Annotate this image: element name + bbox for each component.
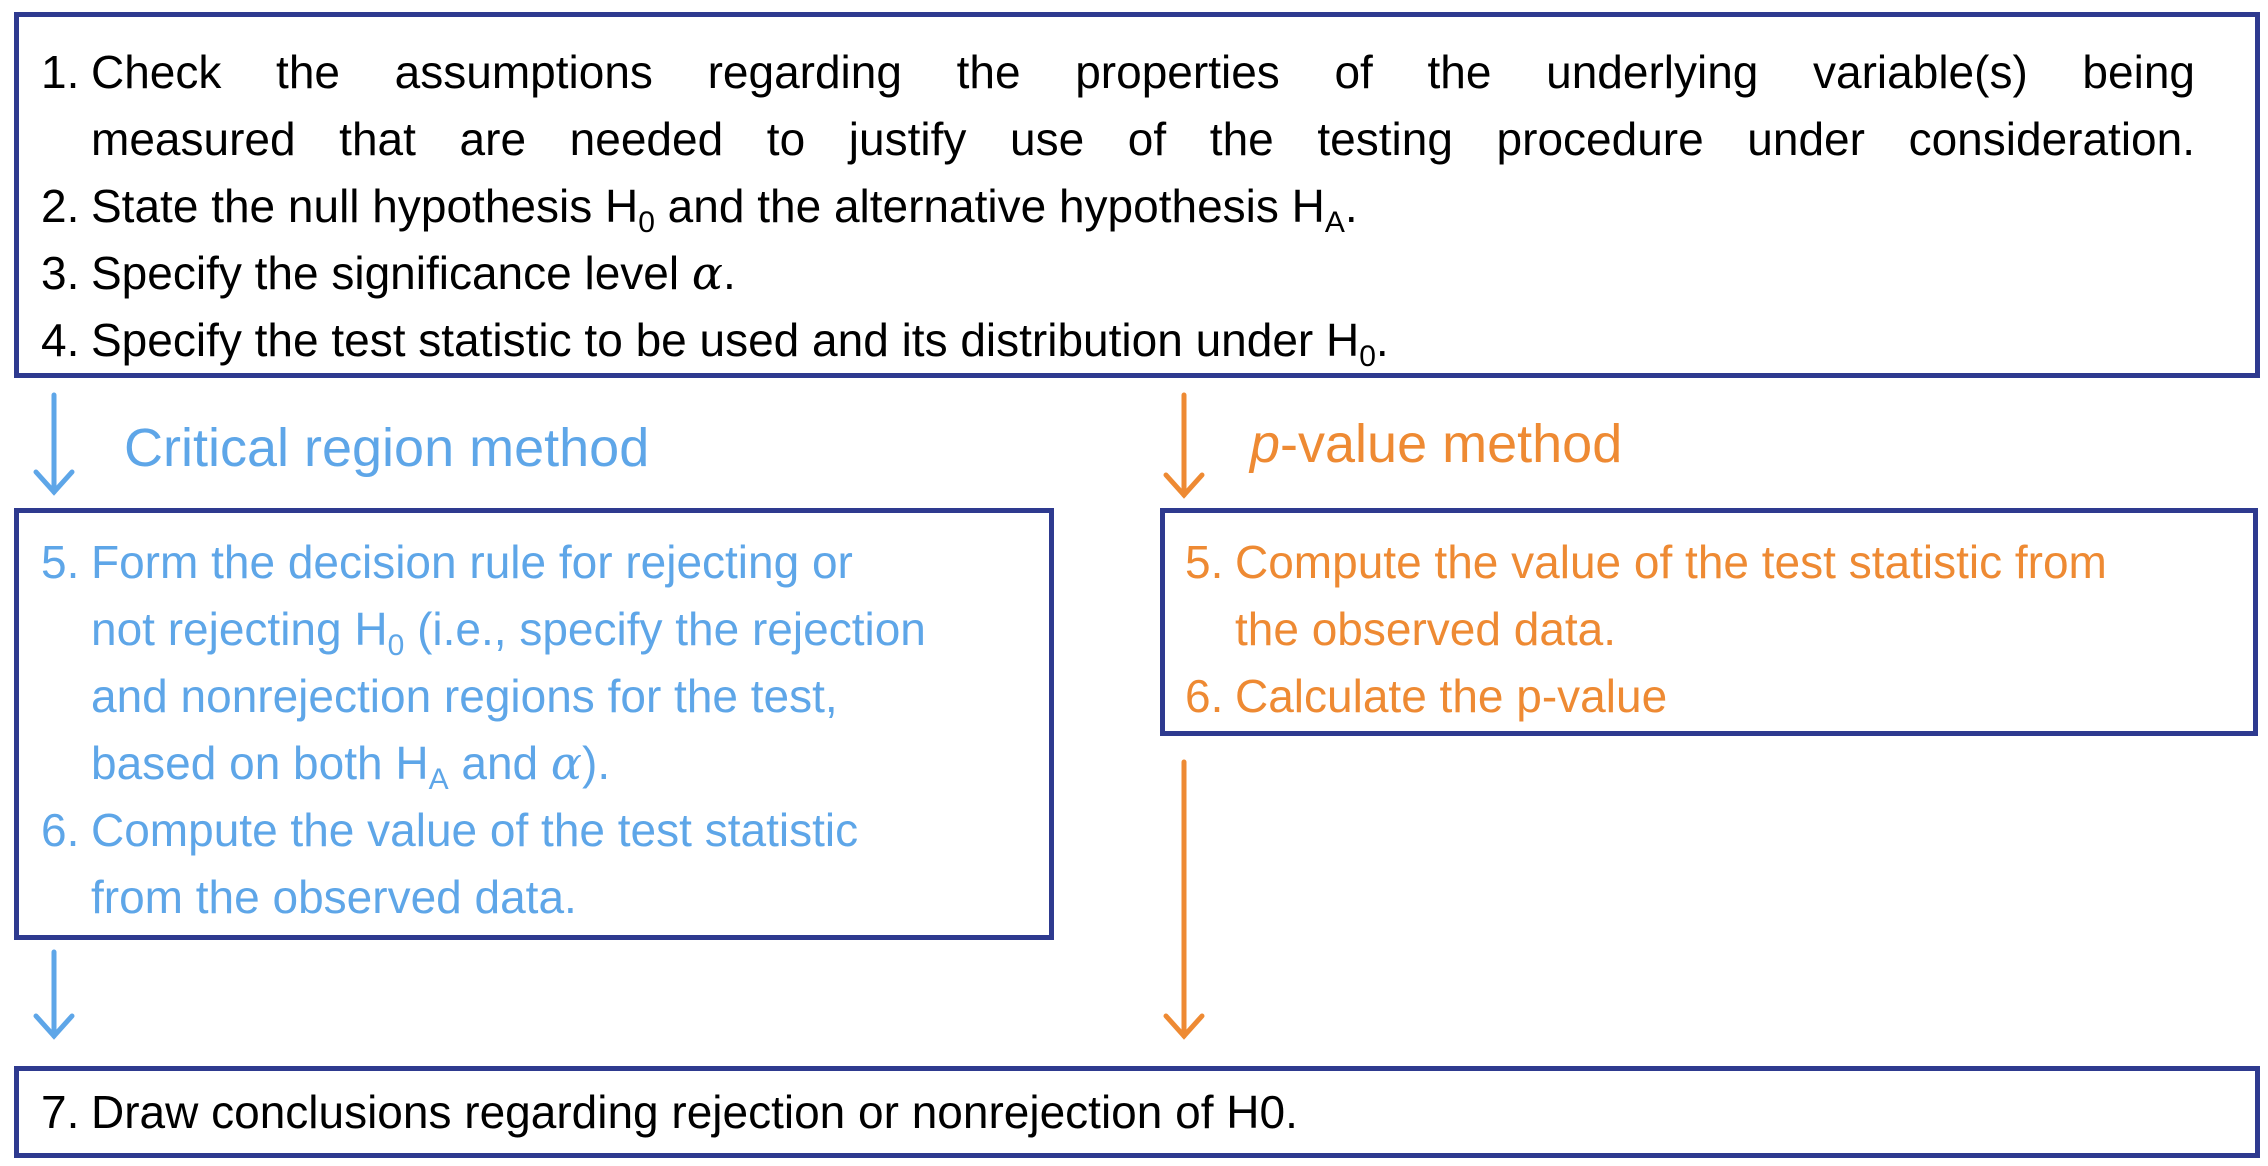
alpha-symbol: α bbox=[691, 246, 723, 300]
conclusion-box bbox=[14, 1066, 2260, 1158]
step-2: 2. State the null hypothesis $H_0$ and the alternative hypothesis $H_A$. bbox=[41, 173, 2195, 240]
pvalue-box bbox=[1160, 508, 2258, 736]
step-number: 5. bbox=[41, 536, 80, 588]
step-number: 6. bbox=[41, 804, 80, 856]
step-1-line-2: measured that are needed to justify use of the testing procedure under consideration. bbox=[91, 113, 2195, 165]
critical-region-box bbox=[14, 508, 1054, 940]
critical-region-heading: Critical region method bbox=[124, 418, 650, 478]
arrow-pvalue-bottom bbox=[1166, 762, 1202, 1036]
arrow-critical-top bbox=[36, 395, 72, 492]
step-number: 5. bbox=[1185, 536, 1224, 588]
pvalue-step-5: 5. Compute the value of the test statistic from the observed data. bbox=[1185, 529, 2253, 663]
critical-step-6: 6. Compute the value of the test statistic from the observed data. bbox=[41, 797, 1049, 931]
arrow-critical-bottom bbox=[36, 952, 72, 1036]
pvalue-heading: p-value method bbox=[1250, 414, 1623, 474]
step-4: 4. Specify the test statistic to be used and its distribution under $H_0$. bbox=[41, 307, 2195, 374]
step-number: 2. bbox=[41, 180, 80, 232]
pvalue-step-6: 6. Calculate the p-value bbox=[1185, 663, 2253, 730]
step-3: 3. Specify the significance level α. bbox=[41, 240, 2195, 307]
step-number: 4. bbox=[41, 314, 80, 366]
arrow-pvalue-top bbox=[1166, 395, 1202, 495]
common-steps-box bbox=[14, 12, 2260, 378]
step-1 bbox=[41, 39, 2195, 173]
step-number: 3. bbox=[41, 247, 80, 299]
alpha-symbol: α bbox=[550, 736, 582, 790]
step-7 bbox=[41, 1079, 2255, 1146]
step-7-text: Draw conclusions regarding rejection or nonrejection of H0. bbox=[91, 1086, 1298, 1138]
step-number: 6. bbox=[1185, 670, 1224, 722]
critical-step-5: 5. Form the decision rule for rejecting or not rejecting $H_0$ (i.e., specify the rejection and nonrejection regions for the test, based on both $H_A$ and α). bbox=[41, 529, 1049, 797]
step-number: 7. bbox=[41, 1086, 80, 1138]
step-1-line-1: Check the assumptions regarding the properties of the underlying variable(s) being bbox=[91, 46, 2195, 98]
step-number: 1. bbox=[41, 46, 80, 98]
